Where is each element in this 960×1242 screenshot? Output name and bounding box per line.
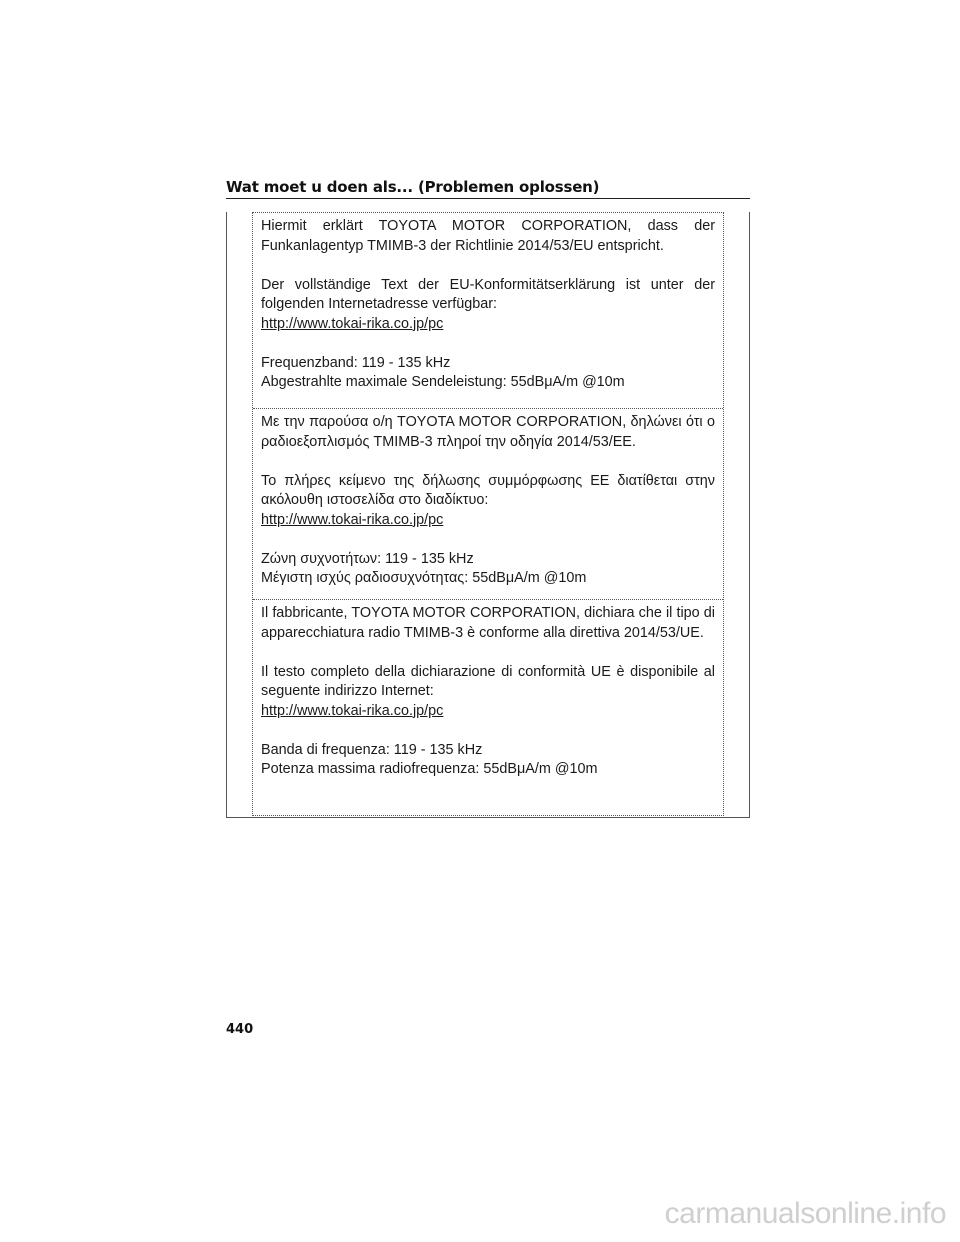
power-text: Μέγιστη ισχύς ραδιοσυχνότητας: 55dBμA/m @10m [261,570,587,586]
declaration-text: Il fabbricante, TOYOTA MOTOR CORPORATION, dichiara che il tipo di apparecchiatura radio TMIMB-3 è conforme alla direttiva 2014/53/UE. [261,605,715,641]
watermark: carmanualsonline.info [664,1197,946,1230]
declaration-link[interactable]: http://www.tokai-rika.co.jp/pc [261,511,444,528]
page-header-title: Wat moet u doen als... (Problemen oplossen) [226,178,600,196]
power-text: Potenza massima radiofrequenza: 55dBμA/m @10m [261,761,598,777]
section-divider [253,599,723,600]
frequency-text: Frequenzband: 119 - 135 kHz [261,354,451,371]
declaration-link[interactable]: http://www.tokai-rika.co.jp/pc [261,315,444,332]
declaration-section-italian [253,604,723,780]
declaration-text: Με την παρούσα ο/η TOYOTA MOTOR CORPORATION, δηλώνει ότι ο ραδιοεξοπλισμός TMIMB-3 πληροί την οδηγία 2014/53/ΕΕ. [261,414,715,450]
power-text: Abgestrahlte maximale Sendeleistung: 55dBμA/m @10m [261,374,625,390]
availability-text: Il testo completo della dichiarazione di conformità UE è disponibile al seguente indirizzo Internet: [261,663,715,699]
frequency-text: Banda di frequenza: 119 - 135 kHz [261,741,483,758]
availability-text: Der vollständige Text der EU-Konformitätserklärung ist unter der folgenden Internetadresse verfügbar: [261,276,715,312]
declaration-section-german [253,217,723,393]
page-number: 440 [226,1022,254,1037]
header-rule [226,198,750,199]
availability-text: Το πλήρες κείμενο της δήλωσης συμμόρφωσης ΕΕ διατίθεται στην ακόλουθη ιστοσελίδα στο διαδίκτυο: [261,472,715,508]
declaration-section-greek [253,413,723,589]
declaration-link[interactable]: http://www.tokai-rika.co.jp/pc [261,702,444,719]
declaration-text: Hiermit erklärt TOYOTA MOTOR CORPORATION, dass der Funkanlagentyp TMIMB-3 der Richtlinie 2014/53/EU entspricht. [261,218,715,254]
section-divider [253,408,723,409]
frequency-text: Ζώνη συχνοτήτων: 119 - 135 kHz [261,550,474,567]
